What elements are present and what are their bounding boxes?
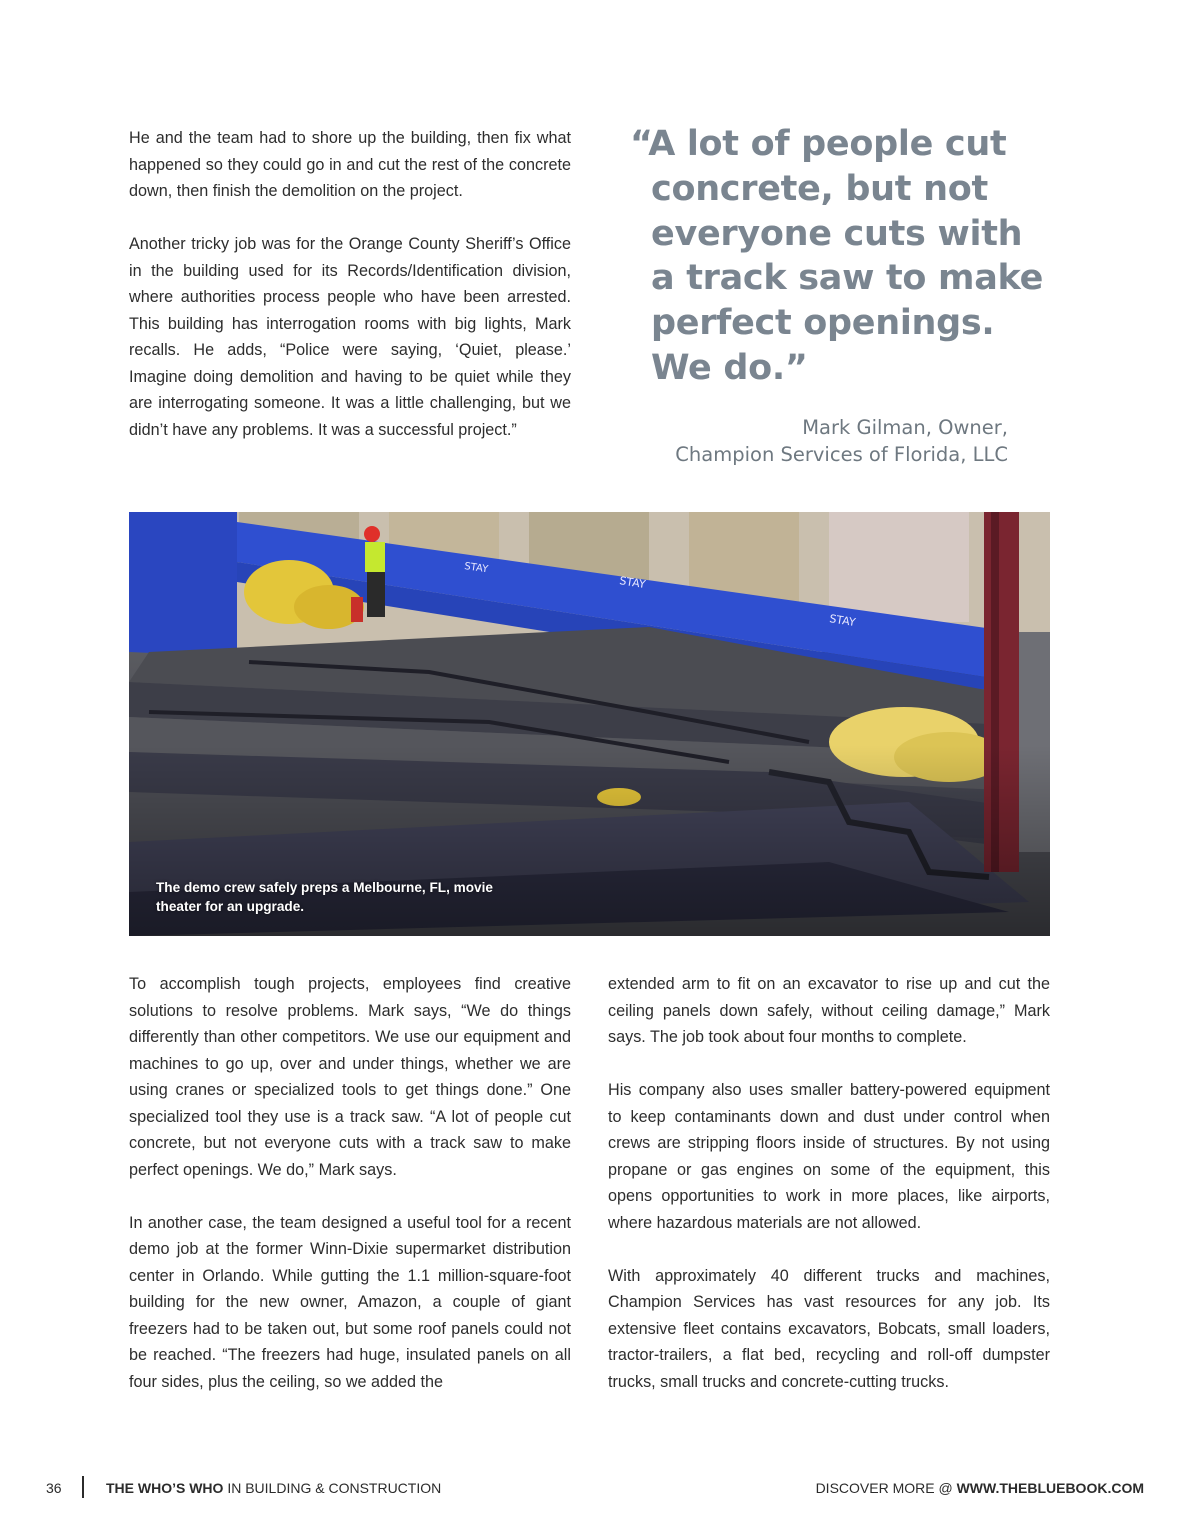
pull-quote-text: “A lot of people cut concrete, but not everyone cuts with a track saw to make perfect openings. We do.”	[630, 124, 1044, 388]
attribution-name: Mark Gilman, Owner,	[802, 416, 1008, 439]
paragraph: To accomplish tough projects, employees find creative solutions to resolve problems. Mark says, “We do things differently than other competitors. We use our equipment and machines to go up, over and under things, whether we are using cranes or specialized tools to get things done.” One specialized tool they use is a track saw. “A lot of people cut concrete, but not everyone cuts with a track saw to make perfect openings. We do,” Mark says.	[129, 975, 571, 1179]
publication-title	[106, 1480, 441, 1496]
paragraph: Another tricky job was for the Orange County Sheriff’s Office in the building used for its Records/Identification division, where authorities process people who have been arrested. This building has interrogation rooms with big lights, Mark recalls. He adds, “Police were saying, ‘Quiet, please.’ Imagine doing demolition and having to be quiet while they are interrogating someone. It was a little challenging, but we didn’t have any problems. It was a successful project.”	[129, 235, 571, 439]
paragraph: His company also uses smaller battery-powered equipment to keep contaminants down and dust under control when crews are stripping floors inside of structures. By not using propane or gas engines on some of the equipment, this opens opportunities to work in more places, like airports, where hazardous materials are not allowed.	[608, 1081, 1050, 1232]
paragraph: He and the team had to shore up the building, then fix what happened so they could go in and cut the rest of the concrete down, then finish the demolition on the project.	[129, 129, 571, 200]
attribution-company: Champion Services of Florida, LLC	[675, 442, 1008, 466]
article-column-bottom-left	[129, 971, 571, 1395]
article-column-top-left	[129, 125, 571, 443]
pull-quote-attribution	[630, 415, 1008, 468]
publication-title-rest: IN BUILDING & CONSTRUCTION	[223, 1480, 442, 1496]
photo-caption: The demo crew safely preps a Melbourne, FL, movie theater for an upgrade.	[156, 880, 493, 914]
website-link[interactable]: WWW.THEBLUEBOOK.COM	[956, 1480, 1144, 1496]
feature-photo	[129, 512, 1050, 936]
discover-more	[816, 1480, 1144, 1496]
pull-quote	[630, 122, 1050, 466]
paragraph: In another case, the team designed a useful tool for a recent demo job at the former Winn-Dixie supermarket distribution center in Orlando. While gutting the 1.1 million-square-foot building for the new owner, Amazon, a couple of giant freezers had to be taken out, but some roof panels could not be reached. “The freezers had huge, insulated panels on all four sides, plus the ceiling, so we added the	[129, 1213, 571, 1391]
page-footer	[0, 1476, 1200, 1500]
article-column-bottom-right	[608, 971, 1050, 1395]
publication-title-bold: THE WHO’S WHO	[106, 1480, 224, 1496]
paragraph: With approximately 40 different trucks and machines, Champion Services has vast resources for any job. Its extensive fleet contains excavators, Bobcats, small loaders, tractor-trailers, a flat bed, recycling and roll-off dumpster trucks, small trucks and concrete-cutting trucks.	[608, 1266, 1050, 1391]
paragraph: extended arm to fit on an excavator to rise up and cut the ceiling panels down safely, without ceiling damage,” Mark says. The job took about four months to complete.	[608, 975, 1050, 1046]
theater-demolition-photo	[129, 512, 1050, 936]
discover-prefix: DISCOVER MORE @	[815, 1480, 957, 1496]
page-number: 36	[46, 1480, 62, 1496]
footer-divider	[82, 1476, 84, 1498]
